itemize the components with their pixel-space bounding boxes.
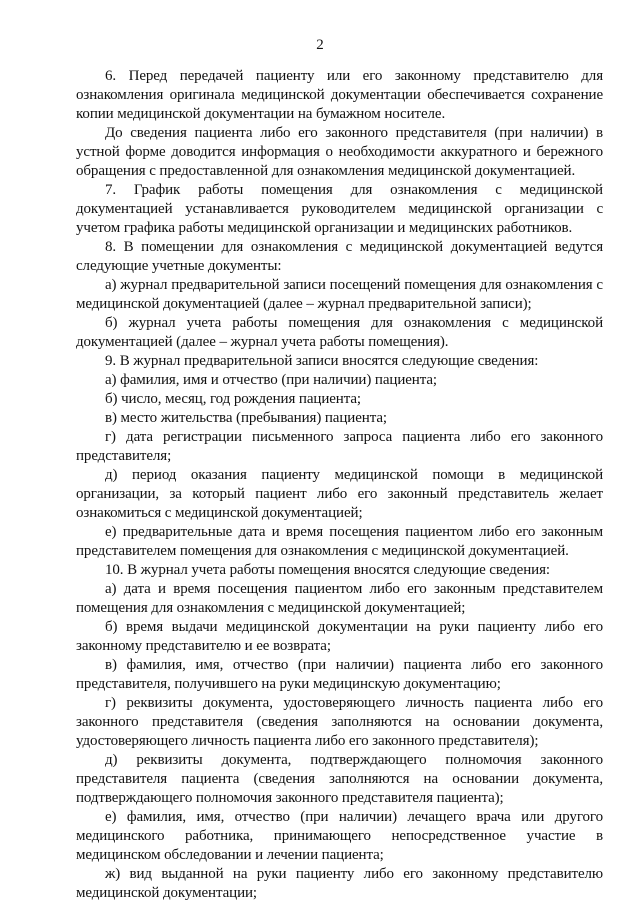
paragraph-9-b: б) число, месяц, год рождения пациента;: [105, 391, 362, 407]
paragraph-10-v: в) фамилия, имя, отчество (при наличии) пациента либо его законного представителя, получившего на руки медицинскую документацию;: [76, 657, 603, 692]
paragraph-6: 6. Перед передачей пациенту или его законному представителю для ознакомления оригинала медицинской документации обеспечивается сохранение копии медицинской документации на бумажном носителе.: [76, 68, 603, 122]
document-body: [76, 67, 603, 903]
paragraph-10-a: а) дата и время посещения пациентом либо его законным представителем помещения для ознакомления с медицинской документацией;: [76, 581, 603, 616]
paragraph-8: 8. В помещении для ознакомления с медицинской документацией ведутся следующие учетные документы:: [76, 239, 603, 274]
paragraph-9-v: в) место жительства (пребывания) пациента;: [105, 410, 387, 426]
paragraph-8-b: б) журнал учета работы помещения для ознакомления с медицинской документацией (далее – журнал учета работы помещения).: [76, 315, 603, 350]
paragraph-10-d: д) реквизиты документа, подтверждающего полномочия законного представителя пациента (сведения заполняются на основании документа, подтверждающего полномочия законного представителя пациента);: [76, 752, 603, 806]
paragraph-10: 10. В журнал учета работы помещения вносятся следующие сведения:: [105, 562, 550, 578]
paragraph-9: 9. В журнал предварительной записи вносятся следующие сведения:: [105, 353, 539, 369]
paragraph-10-e: е) фамилия, имя, отчество (при наличии) лечащего врача или другого медицинского работника, принимающего непосредственное участие в медицинском обследовании и лечении пациента;: [76, 809, 603, 863]
paragraph-10-zh: ж) вид выданной на руки пациенту либо его законному представителю медицинской документации;: [76, 866, 603, 901]
paragraph-7: 7. График работы помещения для ознакомления с медицинской документацией устанавливается руководителем медицинской организации с учетом графика работы медицинской организации и медицинских работников.: [76, 182, 603, 236]
paragraph-9-d: д) период оказания пациенту медицинской помощи в медицинской организации, за который пациент либо его законный представитель желает ознакомиться с медицинской документацией;: [76, 467, 603, 521]
page-number: 2: [316, 37, 324, 53]
paragraph-10-g: г) реквизиты документа, удостоверяющего личность пациента либо его законного представителя (сведения заполняются на основании документа, удостоверяющего личность пациента либо его законного представителя);: [76, 695, 603, 749]
paragraph-9-a: а) фамилия, имя и отчество (при наличии) пациента;: [105, 372, 437, 388]
paragraph-9-e: е) предварительные дата и время посещения пациентом либо его законным представителем помещения для ознакомления с медицинской документацией.: [76, 524, 603, 559]
paragraph-10-b: б) время выдачи медицинской документации на руки пациенту либо его законному представителю и ее возврата;: [76, 619, 603, 654]
paragraph-6-note: До сведения пациента либо его законного представителя (при наличии) в устной форме доводится информация о необходимости аккуратного и бережного обращения с предоставленной для ознакомления медицинской документацией.: [76, 125, 603, 179]
paragraph-9-g: г) дата регистрации письменного запроса пациента либо его законного представителя;: [76, 429, 603, 464]
paragraph-8-a: а) журнал предварительной записи посещений помещения для ознакомления с медицинской документацией (далее – журнал предварительной записи);: [76, 277, 603, 312]
